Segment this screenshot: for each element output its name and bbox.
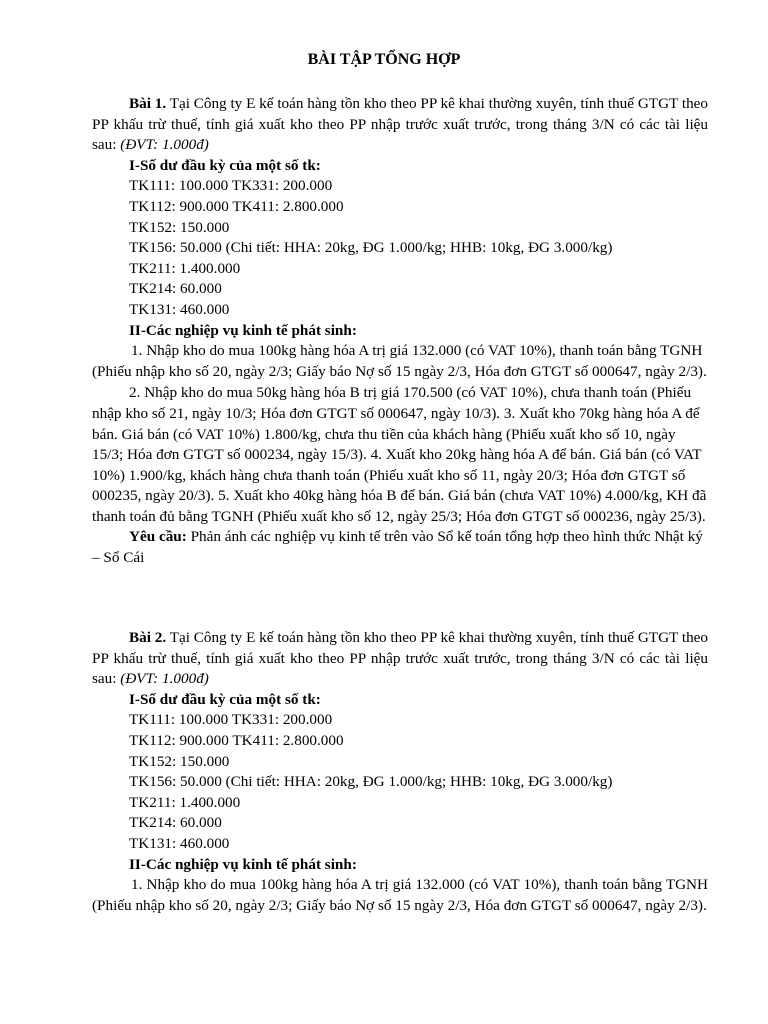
balances-section bbox=[92, 156, 708, 341]
exercise-intro bbox=[92, 94, 708, 156]
balance-line: TK211: 1.400.000 bbox=[129, 793, 241, 811]
unit-note: (ĐVT: 1.000đ) bbox=[120, 670, 209, 688]
balances-section bbox=[92, 690, 708, 875]
balance-line: TK112: 900.000 TK411: 2.800.000 bbox=[129, 731, 344, 749]
transactions-heading: II-Các nghiệp vụ kinh tế phát sinh: bbox=[129, 855, 357, 873]
balance-line: TK131: 460.000 bbox=[129, 300, 230, 318]
exercise-intro-text: Tại Công ty E kế toán hàng tồn kho theo PP kê khai thường xuyên, tính thuế GTGT theo PP khấu trừ thuế, tính giá xuất kho theo PP nhập trước xuất trước, trong tháng 3/N có các tài liệu sau: bbox=[92, 95, 708, 154]
balances-heading: I-Số dư đầu kỳ của một số tk: bbox=[129, 690, 321, 708]
transaction-paragraph: 1. Nhập kho do mua 100kg hàng hóa A trị giá 132.000 (có VAT 10%), thanh toán bằng TGNH (Phiếu nhập kho số 20, ngày 2/3; Giấy báo Nợ số 15 ngày 2/3, Hóa đơn GTGT số 000647, ngày 2/3). bbox=[92, 342, 707, 380]
balance-line: TK152: 150.000 bbox=[129, 752, 230, 770]
transaction-paragraph: 2. Nhập kho do mua 50kg hàng hóa B trị giá 170.500 (có VAT 10%), chưa thanh toán (Phiếu nhập kho số 21, ngày 10/3; Hóa đơn GTGT số 000647, ngày 10/3). 3. Xuất kho 70kg hàng hóa A để bán. Giá bán (có VAT 10%) 1.800/kg, chưa thu tiền của khách hàng (Phiếu xuất kho số 10, ngày 15/3; Hóa đơn GTGT số 000234, ngày 15/3). 4. Xuất kho 20kg hàng hóa A để bán. Giá bán (có VAT 10%) 1.900/kg, khách hàng chưa thanh toán (Phiếu xuất kho số 11, ngày 20/3; Hóa đơn GTGT số 000235, ngày 20/3). 5. Xuất kho 40kg hàng hóa B để bán. Giá bán (chưa VAT 10%) 4.000/kg, KH đã thanh toán đủ bằng TGNH (Phiếu xuất kho số 12, ngày 25/3; Hóa đơn GTGT số 000236, ngày 25/3). bbox=[92, 384, 707, 525]
exercise-intro-text: Tại Công ty E kế toán hàng tồn kho theo PP kê khai thường xuyên, tính thuế GTGT theo PP khấu trừ thuế, tính giá xuất kho theo PP nhập trước xuất trước, trong tháng 3/N có các tài liệu sau: bbox=[92, 629, 708, 688]
balance-line: TK156: 50.000 (Chi tiết: HHA: 20kg, ĐG 1.000/kg; HHB: 10kg, ĐG 3.000/kg) bbox=[129, 239, 613, 257]
balance-line: TK211: 1.400.000 bbox=[129, 259, 241, 277]
balance-line: TK152: 150.000 bbox=[129, 218, 230, 236]
balance-line: TK156: 50.000 (Chi tiết: HHA: 20kg, ĐG 1.000/kg; HHB: 10kg, ĐG 3.000/kg) bbox=[129, 773, 613, 791]
exercise-2 bbox=[92, 628, 708, 916]
exercise-label: Bài 1. bbox=[129, 95, 167, 112]
unit-note: (ĐVT: 1.000đ) bbox=[120, 136, 209, 154]
transactions-heading: II-Các nghiệp vụ kinh tế phát sinh: bbox=[129, 321, 357, 339]
balances-heading: I-Số dư đầu kỳ của một số tk: bbox=[129, 156, 321, 174]
balance-line: TK111: 100.000 TK331: 200.000 bbox=[129, 711, 333, 729]
document-title: BÀI TẬP TỔNG HỢP bbox=[307, 51, 461, 68]
exercise-label: Bài 2. bbox=[129, 629, 167, 646]
requirement bbox=[92, 527, 708, 568]
balance-line: TK111: 100.000 TK331: 200.000 bbox=[129, 177, 333, 195]
exercise-intro bbox=[92, 628, 708, 690]
requirement-text: Phản ánh các nghiệp vụ kinh tế trên vào Sổ kế toán tổng hợp theo hình thức Nhật ký – Sổ Cái bbox=[92, 528, 703, 567]
balance-line: TK112: 900.000 TK411: 2.800.000 bbox=[129, 197, 344, 215]
transaction-paragraph: 1. Nhập kho do mua 100kg hàng hóa A trị giá 132.000 (có VAT 10%), thanh toán bằng TGNH (Phiếu nhập kho số 20, ngày 2/3; Giấy báo Nợ số 15 ngày 2/3, Hóa đơn GTGT số 000647, ngày 2/3). bbox=[92, 876, 708, 914]
requirement-label: Yêu cầu: bbox=[129, 528, 187, 546]
balance-line: TK214: 60.000 bbox=[129, 280, 222, 298]
balance-line: TK214: 60.000 bbox=[129, 814, 222, 832]
balance-line: TK131: 460.000 bbox=[129, 834, 230, 852]
exercise-1 bbox=[92, 94, 708, 569]
